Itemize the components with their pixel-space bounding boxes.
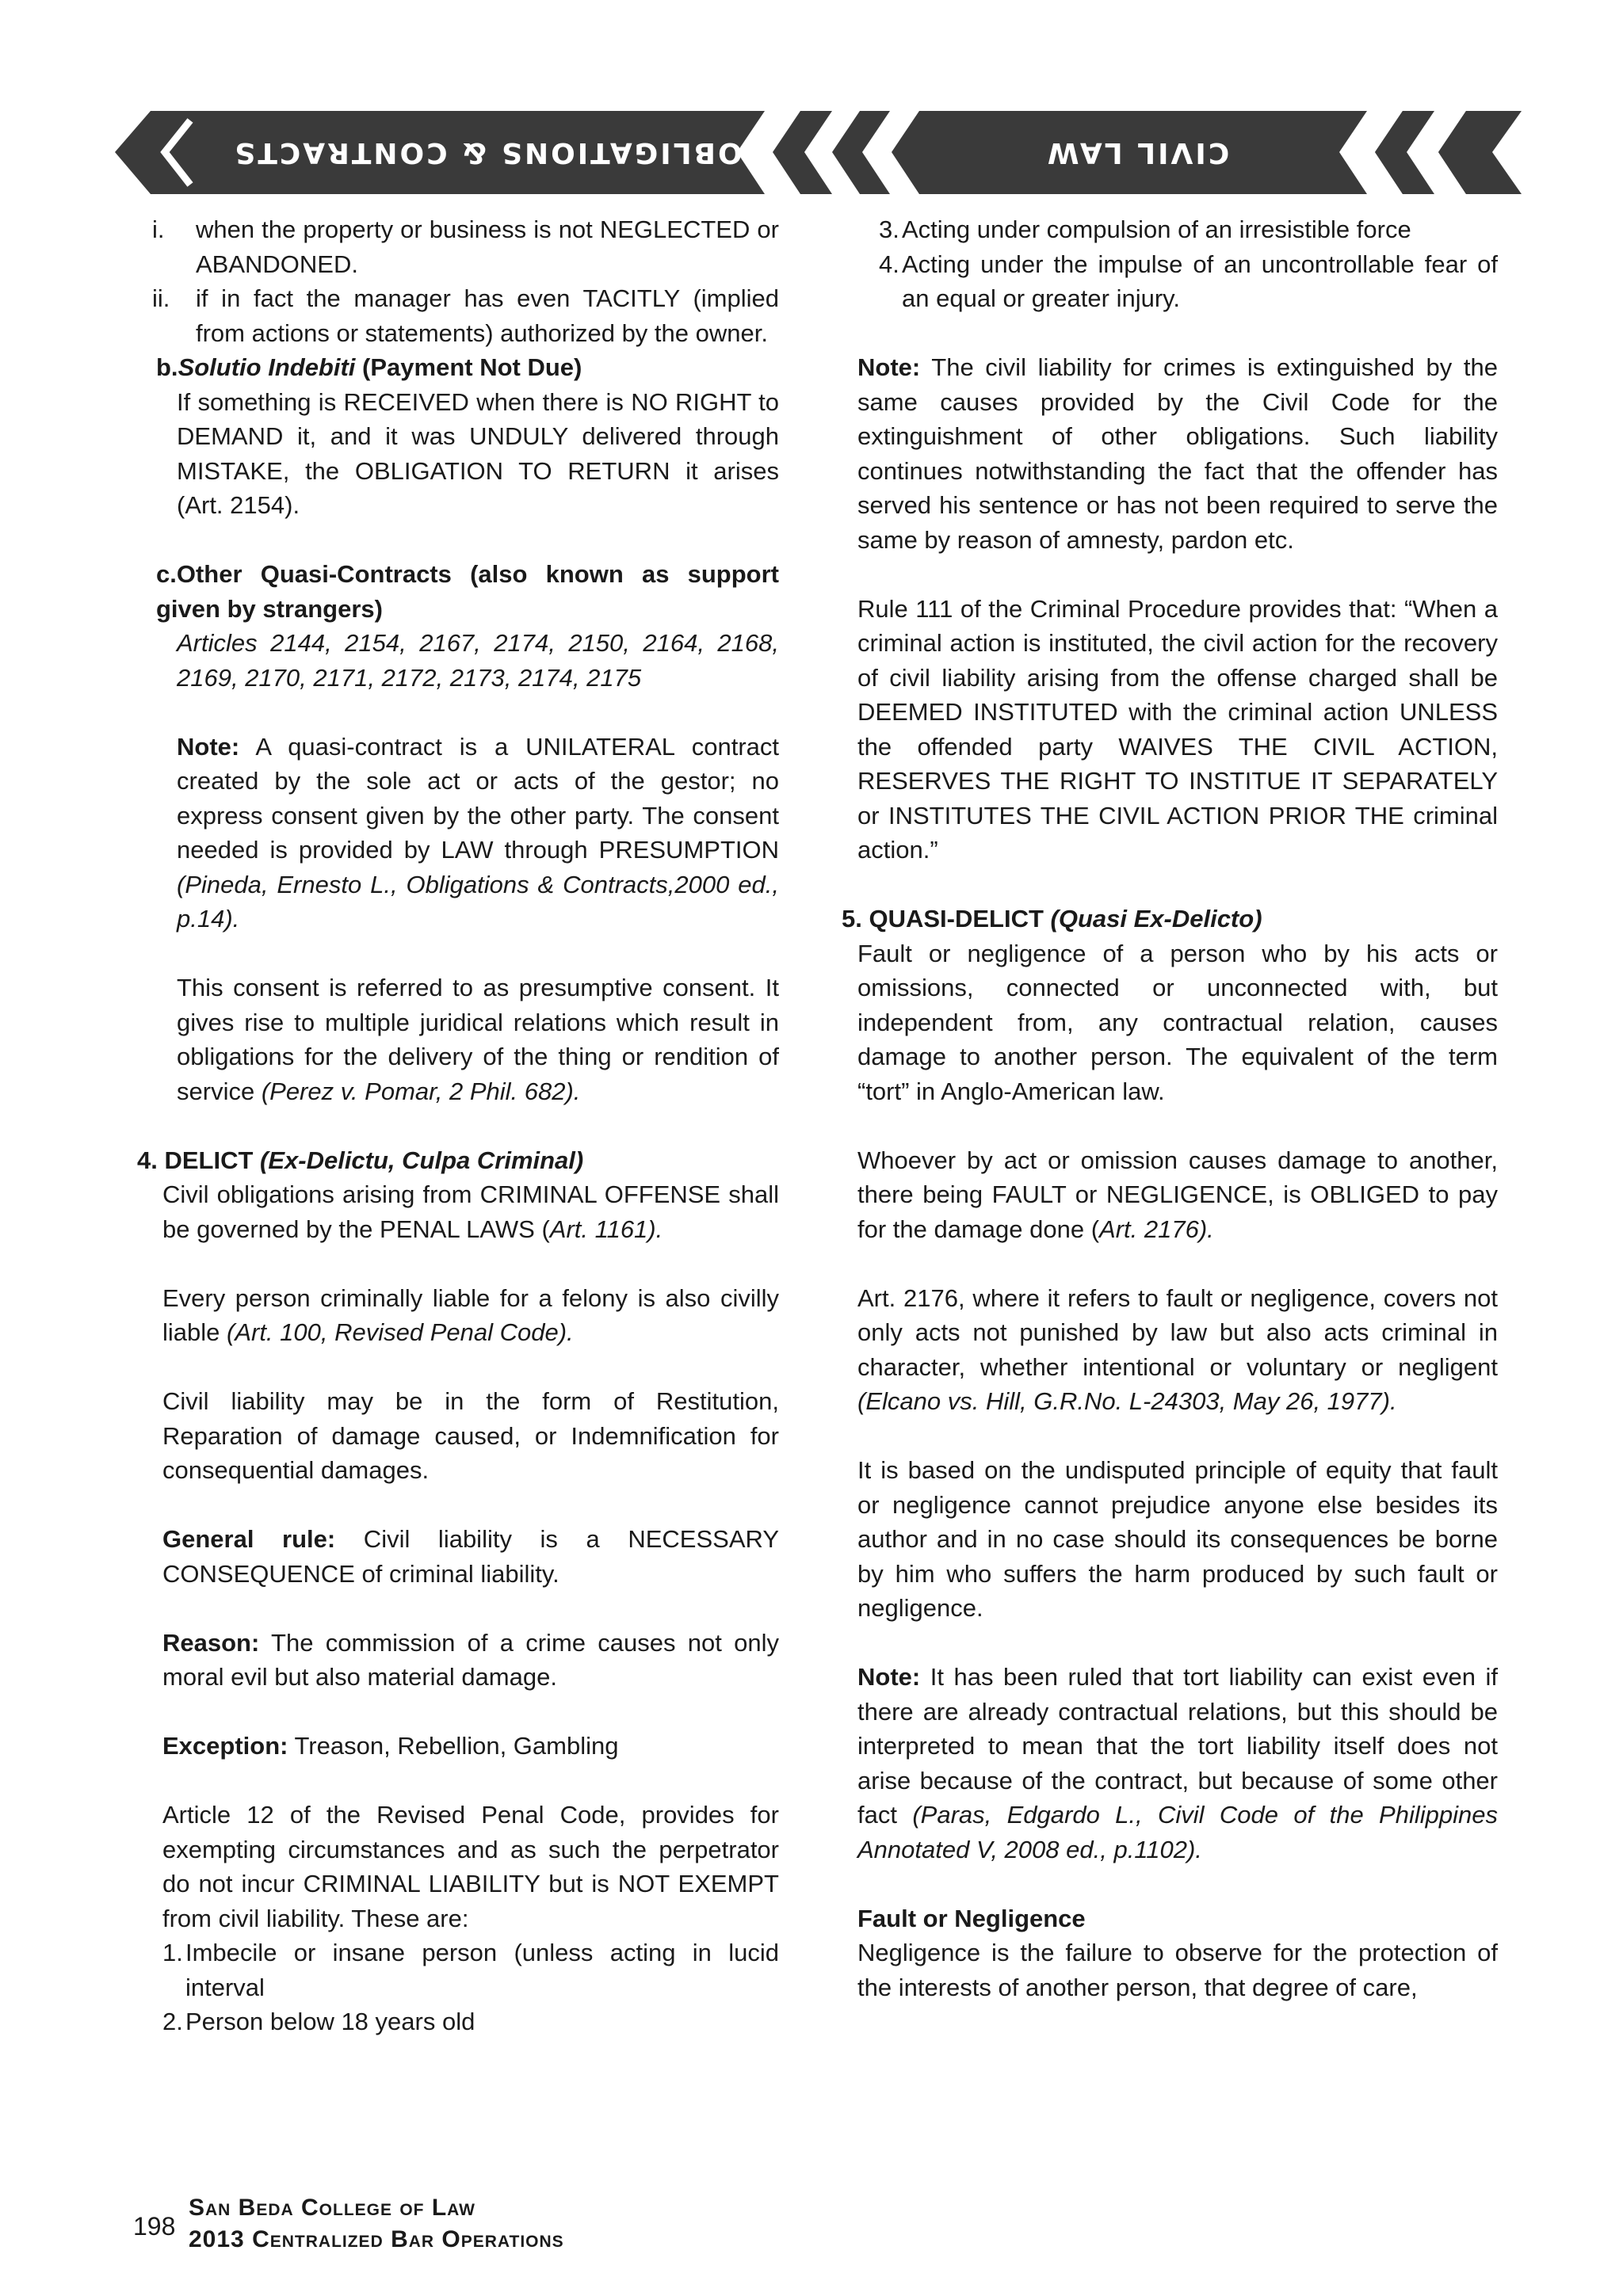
list-number: ii. — [152, 284, 170, 312]
section-heading-c: c.Other Quasi-Contracts (also known as support given by strangers) — [156, 560, 779, 623]
list-text: Person below 18 years old — [185, 2008, 475, 2035]
footer-operations: 2013 Centralized Bar Operations — [189, 2226, 564, 2252]
list-item — [857, 212, 1498, 247]
list-number: 1. — [162, 1939, 183, 1966]
paragraph: Civil obligations arising from CRIMINAL OFFENSE shall be governed by the PENAL LAWS (Art. 1161). — [162, 1180, 779, 1243]
header-right-label: CIVIL LAW — [1044, 136, 1230, 169]
list-item — [141, 281, 779, 350]
paragraph: Art. 2176, where it refers to fault or negligence, covers not only acts not punished by law but also acts criminal in character, whether intentional or voluntary or negligent (Elcano vs. Hill, G.R.No. L-24303, May 26, 1977). — [857, 1283, 1498, 1415]
paragraph: General rule: Civil liability is a NECESSARY CONSEQUENCE of criminal liability. — [162, 1525, 779, 1588]
list-number: 2. — [162, 2008, 183, 2035]
section-heading-delict: 4. DELICT (Ex-Delictu, Culpa Criminal) — [137, 1146, 584, 1174]
note-paragraph: Note: The civil liability for crimes is extinguished by the same causes provided by the Civil Code for the extinguishment of other obligations. Such liability continues notwithstanding the fact that the offender has served his sentence or has not been required to serve the same by reason of amnesty, pardon etc. — [857, 353, 1498, 554]
list-text: if in fact the manager has even TACITLY (implied from actions or statements) authorized by the owner. — [196, 284, 779, 347]
paragraph: Whoever by act or omission causes damage to another, there being FAULT or NEGLIGENCE, is OBLIGED to pay for the damage done (Art. 2176). — [857, 1146, 1498, 1243]
note-paragraph: Note: A quasi-contract is a UNILATERAL contract created by the sole act or acts of the gestor; no express consent given by the other party. The consent needed is provided by LAW through PRESUMPTION (Pineda, Ernesto L., Obligations & Contracts,2000 ed., p.14). — [177, 732, 779, 933]
list-text: Acting under the impulse of an uncontrollable fear of an equal or greater injury. — [902, 250, 1498, 312]
header-left-label: OBLIGATIONS & CONTRACTS — [232, 136, 743, 169]
paragraph: Article 12 of the Revised Penal Code, provides for exempting circumstances and as such the perpetrator do not incur CRIMINAL LIABILITY but is NOT EXEMPT from civil liability. These are: — [162, 1801, 779, 1932]
list-text: Acting under compulsion of an irresistible force — [902, 215, 1411, 243]
list-item — [141, 212, 779, 281]
list-number: 4. — [879, 250, 899, 278]
subheading: Fault or Negligence — [857, 1904, 1086, 1932]
paragraph: Negligence is the failure to observe for the protection of the interests of another person, that degree of care, — [857, 1939, 1498, 2001]
section-heading-b: b.Solutio Indebiti (Payment Not Due) — [156, 353, 582, 381]
section-heading-quasi-delict: 5. QUASI-DELICT (Quasi Ex-Delicto) — [842, 905, 1262, 933]
list-text: Imbecile or insane person (unless acting in lucid interval — [185, 1939, 779, 2001]
paragraph: Articles 2144, 2154, 2167, 2174, 2150, 2164, 2168, 2169, 2170, 2171, 2172, 2173, 2174, 2175 — [177, 629, 779, 692]
paragraph: Rule 111 of the Criminal Procedure provides that: “When a criminal action is instituted, the civil action for the recovery of civil liability arising from the offense charged shall be DEEMED INSTITUTED with the criminal action UNLESS the offended party WAIVES THE CIVIL ACTION, RESERVES THE RIGHT TO INSTITUE IT SEPARATELY or INSTITUTES THE CIVIL ACTION PRIOR THE criminal action.” — [857, 594, 1498, 864]
note-paragraph: Note: It has been ruled that tort liability can exist even if there are already contractual relations, but this should be interpreted to mean that the tort liability itself does not arise because of the contract, but because of some other fact (Paras, Edgardo L., Civil Code of the Philippines Annotated V, 2008 ed., p.1102). — [857, 1663, 1498, 1863]
list-number: i. — [152, 215, 165, 243]
paragraph: Every person criminally liable for a felony is also civilly liable (Art. 100, Revised Penal Code). — [162, 1283, 779, 1346]
list-item — [857, 247, 1498, 316]
paragraph: If something is RECEIVED when there is NO RIGHT to DEMAND it, and it was UNDULY delivered through MISTAKE, the OBLIGATION TO RETURN it arises (Art. 2154). — [177, 387, 779, 519]
list-number: 3. — [879, 215, 899, 243]
paragraph: It is based on the undisputed principle of equity that fault or negligence cannot prejudice anyone else besides its author and in no case should its consequences be borne by him who suffers the harm produced by such fault or negligence. — [857, 1456, 1498, 1622]
footer-school: San Beda College of Law — [189, 2195, 476, 2221]
list-item — [141, 2004, 779, 2039]
paragraph: This consent is referred to as presumptive consent. It gives rise to multiple juridical relations which result in obligations for the delivery of the thing or rendition of service (Perez v. Pomar, 2 Phil. 682). — [177, 974, 779, 1105]
list-text: when the property or business is not NEGLECTED or ABANDONED. — [196, 215, 779, 278]
list-item — [141, 1936, 779, 2004]
paragraph: Civil liability may be in the form of Restitution, Reparation of damage caused, or Indemnification for consequential damages. — [162, 1387, 779, 1484]
header-banner — [115, 111, 1522, 194]
paragraph: Reason: The commission of a crime causes not only moral evil but also material damage. — [162, 1628, 779, 1691]
paragraph: Exception: Treason, Rebellion, Gambling — [162, 1732, 619, 1760]
right-column — [842, 212, 1498, 2004]
paragraph: Fault or negligence of a person who by his acts or omissions, connected or unconnected with, but independent from, any contractual relation, causes damage to another person. The equivalent of the term “tort” in Anglo-American law. — [857, 939, 1498, 1105]
page-number: 198 — [133, 2212, 176, 2241]
left-column — [137, 212, 779, 2039]
